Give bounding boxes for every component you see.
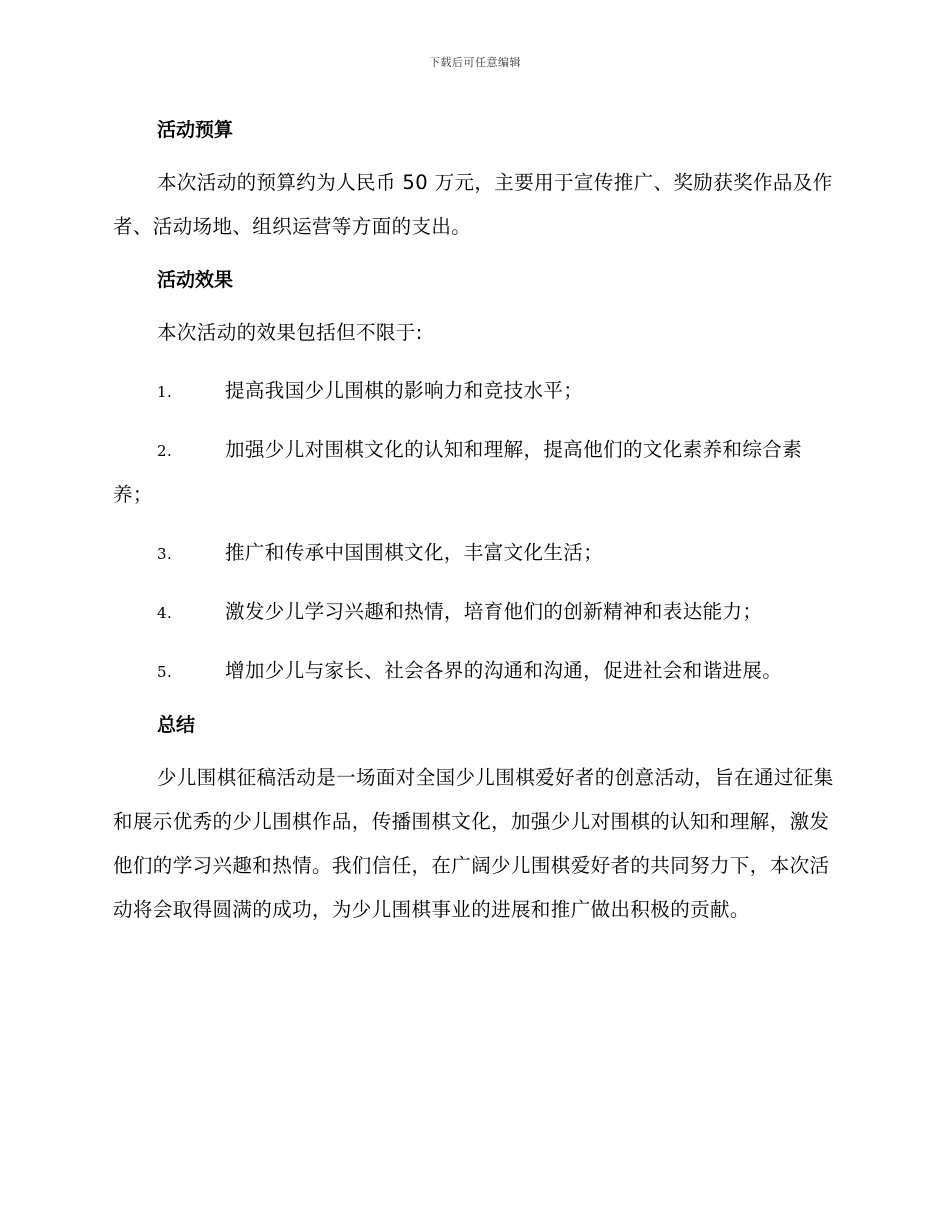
list-text: 推广和传承中国围棋文化，丰富文化生活；: [225, 541, 604, 564]
list-number: 4.: [157, 604, 173, 622]
document-body: [113, 112, 837, 932]
list-number: 2.: [157, 442, 173, 460]
header-note: 下载后可任意编辑: [429, 56, 521, 69]
summary-paragraph: 少儿围棋征稿活动是一场面对全国少儿围棋爱好者的创意活动，旨在通过征集和展示优秀的少儿围棋作品，传播围棋文化，加强少儿对围棋的认知和理解，激发他们的学习兴趣和热情。我们信任，在广阔少儿围棋爱好者的共同努力下，本次活动将会取得圆满的成功，为少儿围棋事业的进展和推广做出积极的贡献。: [113, 766, 834, 921]
effect-heading: 活动效果: [157, 269, 234, 291]
list-item: [113, 428, 837, 517]
list-number: 3.: [157, 545, 173, 563]
list-item: [113, 649, 837, 694]
list-item: [113, 590, 837, 635]
list-item: [113, 369, 837, 414]
list-text: 激发少儿学习兴趣和热情，培育他们的创新精神和表达能力；: [225, 600, 763, 623]
summary-heading: 总结: [157, 714, 196, 736]
list-text: 加强少儿对围棋文化的认知和理解，提高他们的文化素养和综合素养；: [113, 438, 803, 506]
effect-intro: 本次活动的效果包括但不限于:: [157, 321, 423, 344]
budget-paragraph: 本次活动的预算约为人民币 50 万元，主要用于宣传推广、奖励获奖作品及作者、活动场地、组织运营等方面的支出。: [113, 171, 833, 238]
list-number: 5.: [157, 663, 173, 681]
budget-heading: 活动预算: [157, 119, 234, 141]
list-text: 提高我国少儿围棋的影响力和竞技水平；: [225, 379, 584, 402]
list-number: 1.: [157, 383, 173, 401]
list-text: 增加少儿与家长、社会各界的沟通和沟通，促进社会和谐进展。: [225, 659, 783, 682]
list-item: [113, 531, 837, 576]
